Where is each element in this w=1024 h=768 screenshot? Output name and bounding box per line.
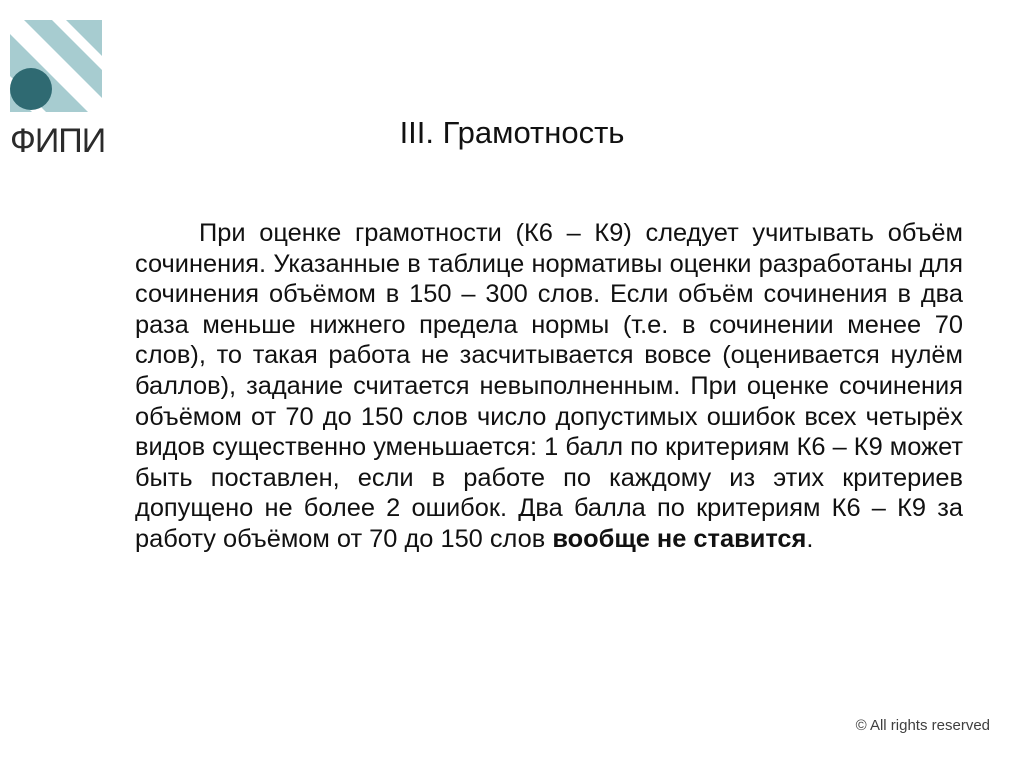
copyright-notice: © All rights reserved: [855, 717, 990, 734]
slide-title: III. Грамотность: [399, 115, 625, 150]
paragraph-emphasis: вообще не ставится: [552, 524, 807, 553]
logo-text: ФИПИ: [10, 122, 106, 160]
paragraph-end: .: [806, 524, 814, 553]
slide-body-paragraph: [135, 218, 963, 555]
logo-mark-icon: [10, 20, 102, 112]
paragraph-main-text: При оценке грамотности (К6 – К9) следует учитывать объём сочинения. Указанные в таблице нормативы оценки разработаны для сочинения объёмом в 150 – 300 слов. Если объём сочинения в два раза меньше нижнего предела нормы (т.е. в сочинении менее 70 слов), то такая работа не засчитывается вовсе (оценивается нулём баллов), задание считается невыполненным. При оценке сочинения объёмом от 70 до 150 слов число допустимых ошибок всех четырёх видов существенно уменьшается: 1 балл по критериям К6 – К9 может быть поставлен, если в работе по каждому из этих критериев допущено не более 2 ошибок. Два балла по критериям К6 – К9 за работу объёмом от 70 до 150 слов: [135, 219, 963, 553]
